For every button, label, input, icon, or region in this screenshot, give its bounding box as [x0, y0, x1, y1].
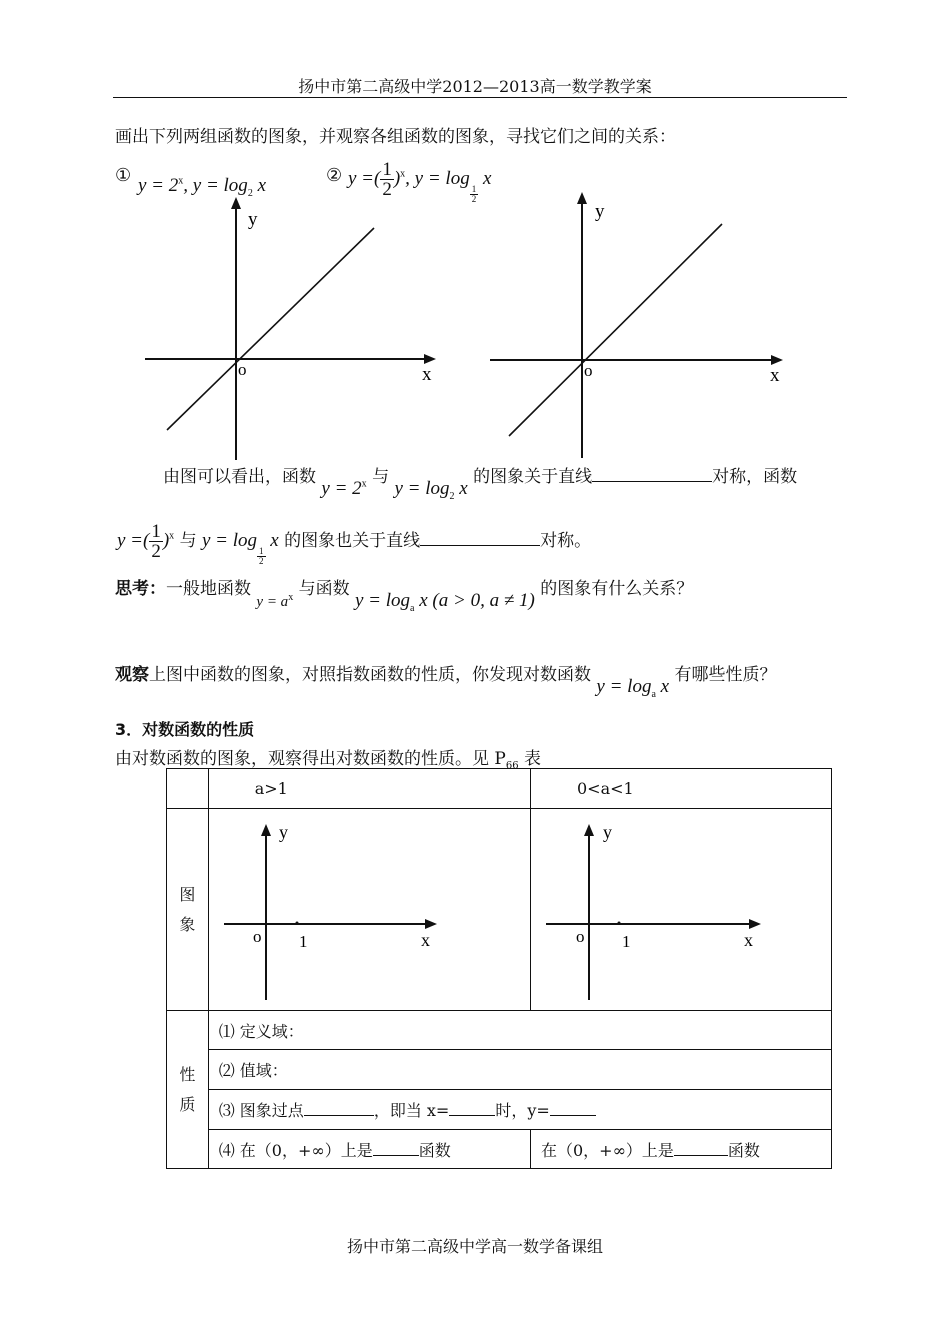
row-label-graph: 图 象: [167, 809, 209, 1011]
observation-line2: y =( $\frac{1}{2}$ )$^x$ 与 y = log $_{\frac{1}{2}}$ x 的图象也关于直线 对称。: [117, 521, 592, 566]
properties-table: [166, 768, 832, 1169]
y-arrow-icon: [261, 824, 271, 836]
page-footer: 扬中市第二高级中学高一数学备课组: [346, 1237, 603, 1256]
svg-text:x: x: [744, 929, 753, 950]
header-rule: [113, 97, 847, 98]
graph-cell-a-gt-1: [208, 809, 530, 1011]
group1-marker: ①: [115, 165, 132, 186]
corner-cell: [167, 769, 209, 809]
y-axis-label: y: [248, 209, 258, 230]
answer-blank[interactable]: [550, 1101, 596, 1116]
header-a-lt-1: 0<a<1: [531, 769, 832, 809]
svg-text:x: x: [420, 929, 430, 950]
y-arrow-icon: [231, 197, 241, 209]
line-y-equals-x: [509, 224, 722, 436]
answer-blank[interactable]: [449, 1101, 495, 1116]
prop-monotonic-a-gt-1: ⑷ 在（0，+∞）上是 函数: [208, 1130, 530, 1169]
svg-text:1: 1: [622, 931, 631, 951]
prop-monotonic-a-lt-1: 在（0，+∞）上是 函数: [531, 1130, 832, 1169]
observation-line1: 由图可以看出，函数 $y = 2^x$ 与 $y = \log_2 x$ 的图象关于直线 对称，函数: [163, 467, 798, 502]
svg-text:y: y: [278, 821, 288, 842]
x-arrow-icon: [771, 355, 783, 365]
graph-cell-a-lt-1: [531, 809, 832, 1011]
group2-formula: y =( $\frac{1}{2}$ )$^x$, y = log $_{\frac{1}{2}}$ x: [348, 159, 492, 204]
prop-domain: ⑴ 定义域：: [208, 1011, 831, 1050]
think-line: 思考：一般地函数 $y = a^x$ 与函数 $y = \log_a x$ (a > 0, a ≠ 1) 的图象有什么关系？: [115, 579, 694, 614]
y-arrow-icon: [577, 192, 587, 204]
blank-graph-a-lt-1[interactable]: [531, 810, 831, 1010]
prop-fixed-point: ⑶ 图象过点 ，即当 x= 时，y=: [208, 1090, 831, 1130]
answer-blank[interactable]: [304, 1101, 374, 1116]
svg-text:y: y: [603, 821, 612, 842]
y-arrow-icon: [584, 824, 594, 836]
row-label-props: 性 质: [167, 1011, 209, 1169]
x-arrow-icon: [424, 354, 436, 364]
observe-line: 观察上图中函数的图象，对照指数函数的性质，你发现对数函数 $y = \log_a x$ 有哪些性质？: [115, 665, 777, 700]
answer-blank[interactable]: [592, 467, 712, 482]
graph-group1: [140, 195, 450, 470]
line-y-equals-x: [167, 228, 374, 430]
prop-range: ⑵ 值域：: [208, 1050, 831, 1090]
origin-label: o: [238, 360, 247, 379]
answer-blank[interactable]: [373, 1141, 419, 1156]
x-arrow-icon: [425, 919, 437, 929]
intro-text: 画出下列两组函数的图象，并观察各组函数的图象，寻找它们之间的关系：: [115, 127, 676, 147]
page-header: 扬中市第二高级中学2012—2013高一数学教学案: [298, 77, 652, 96]
blank-graph-a-gt-1[interactable]: [209, 810, 509, 1010]
x-axis-label: x: [422, 364, 432, 385]
section-heading: 3．对数函数的性质: [115, 720, 255, 739]
answer-blank[interactable]: [420, 531, 540, 546]
x-axis-label: x: [770, 365, 780, 386]
svg-text:o: o: [576, 926, 585, 946]
svg-text:o: o: [252, 926, 262, 946]
y-axis-label: y: [595, 201, 605, 222]
group2-marker: ②: [326, 165, 343, 186]
origin-label: o: [584, 361, 593, 380]
graph-group2: [485, 188, 795, 463]
group1-formula: $y = 2^x$, $y = \log_2 x$: [138, 175, 266, 199]
answer-blank[interactable]: [674, 1141, 728, 1156]
section-subtitle: 由对数函数的图象，观察得出对数函数的性质。见 $P_{66}$ 表: [115, 749, 541, 772]
x-arrow-icon: [749, 919, 761, 929]
header-a-gt-1: a>1: [208, 769, 530, 809]
svg-text:1: 1: [298, 931, 308, 951]
